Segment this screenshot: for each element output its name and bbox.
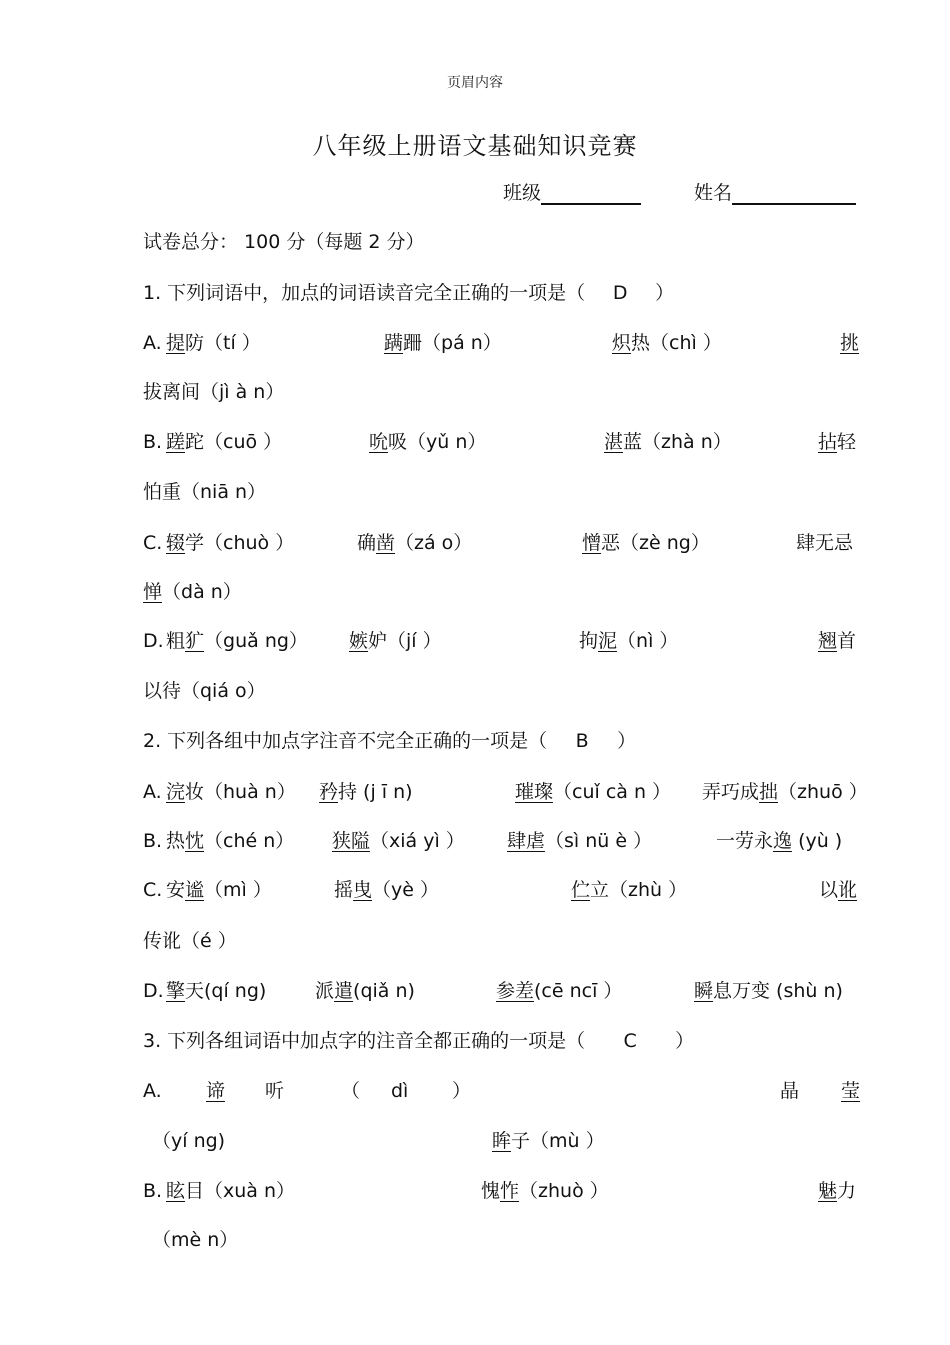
question-3-stem: 3. 下列各组词语中加点字的注音全都正确的一项是（ C ） bbox=[143, 1030, 695, 1052]
q1-c-item-3: 憎恶（zè ng） bbox=[582, 532, 710, 554]
question-2-answer: B bbox=[575, 730, 589, 752]
q1-d-continuation: 以待（qiá o） bbox=[143, 680, 266, 702]
q2-option-a-letter: A. bbox=[143, 781, 162, 803]
q3-a-item-mouzi: 眸子（mù ） bbox=[492, 1130, 605, 1152]
q1-c-item-4: 肆无忌 bbox=[796, 532, 854, 554]
question-2-stem: 2. 下列各组中加点字注音不完全正确的一项是（ B ） bbox=[143, 730, 637, 752]
q3-option-b-letter: B. bbox=[143, 1180, 163, 1202]
q2-b-item-3: 肆虐（sì nü è ） bbox=[507, 830, 653, 852]
q3-a-item-1: 谛 听 bbox=[206, 1080, 285, 1102]
q2-b-item-4: 一劳永逸 (yù ) bbox=[716, 830, 843, 852]
q2-option-b-letter: B. bbox=[143, 830, 163, 852]
q1-a-item-4: 挑 bbox=[840, 332, 860, 354]
class-label: 班级 bbox=[503, 182, 542, 204]
q2-c-item-1: 安谧（mì ） bbox=[166, 879, 272, 901]
q2-c-continuation: 传讹（é ） bbox=[143, 930, 237, 952]
class-field bbox=[503, 181, 641, 205]
q3-a-continuation: （yí ng) bbox=[152, 1130, 226, 1152]
q1-d-item-3: 拘泥（nì ） bbox=[579, 630, 679, 652]
q2-a-item-4: 弄巧成拙（zhuō ） bbox=[702, 781, 868, 803]
q3-a-item-jing: 晶 bbox=[780, 1080, 800, 1102]
q1-b-item-4: 拈轻 bbox=[818, 431, 857, 453]
page-header: 页眉内容 bbox=[447, 75, 503, 91]
q3-b-item-1: 眩目（xuà n） bbox=[166, 1180, 296, 1202]
name-field bbox=[694, 181, 856, 205]
q2-a-item-1: 浣妆（huà n） bbox=[166, 781, 296, 803]
q1-d-item-1: 粗犷（guǎ ng） bbox=[166, 630, 308, 652]
q2-d-item-2: 派遣(qiǎ n) bbox=[315, 980, 415, 1002]
question-3-answer: C bbox=[623, 1030, 637, 1052]
q3-a-item-ying: 莹 bbox=[841, 1080, 861, 1102]
q1-a-item-3: 炽热（chì ） bbox=[612, 332, 722, 354]
q1-b-continuation: 怕重（niā n） bbox=[143, 481, 267, 503]
q1-b-item-3: 湛蓝（zhà n） bbox=[604, 431, 732, 453]
name-blank bbox=[732, 183, 856, 205]
q1-option-b-letter: B. bbox=[143, 431, 163, 453]
q2-option-d-letter: D. bbox=[143, 980, 164, 1002]
q1-a-item-2: 蹒跚（pá n） bbox=[384, 332, 502, 354]
q3-a-paren-close: ） bbox=[452, 1080, 472, 1102]
q1-option-a-letter: A. bbox=[143, 332, 162, 354]
q1-d-item-4: 翘首 bbox=[818, 630, 857, 652]
q1-b-item-2: 吮吸（yǔ n） bbox=[369, 431, 487, 453]
q2-d-item-3: 参差(cē ncī ） bbox=[496, 980, 623, 1002]
q1-c-continuation: 惮（dà n） bbox=[143, 581, 242, 603]
q3-b-item-2: 愧怍（zhuò ） bbox=[481, 1180, 609, 1202]
question-1-stem: 1. 下列词语中，加点的词语读音完全正确的一项是（ D ） bbox=[143, 282, 675, 304]
q1-a-continuation: 拔离间（jì à n） bbox=[143, 381, 285, 403]
q3-b-continuation: （mè n） bbox=[152, 1229, 239, 1251]
q2-a-item-2: 矜持 (j ī n) bbox=[319, 781, 413, 803]
q2-d-item-4: 瞬息万变 (shù n) bbox=[694, 980, 843, 1002]
q2-b-item-2: 狭隘（xiá yì ） bbox=[332, 830, 465, 852]
q2-c-item-4: 以讹 bbox=[819, 879, 858, 901]
name-label: 姓名 bbox=[694, 182, 733, 204]
q2-c-item-3: 伫立（zhù ） bbox=[571, 879, 688, 901]
q1-a-item-1: 提防（tí ） bbox=[166, 332, 261, 354]
q1-c-item-1: 辍学（chuò ） bbox=[166, 532, 295, 554]
q1-option-d-letter: D. bbox=[143, 630, 164, 652]
question-1-answer: D bbox=[612, 282, 628, 304]
q2-a-item-3: 璀璨（cuǐ cà n ） bbox=[515, 781, 672, 803]
class-blank bbox=[541, 183, 641, 205]
document-title: 八年级上册语文基础知识竞赛 bbox=[312, 132, 638, 160]
q1-d-item-2: 嫉妒（jí ） bbox=[349, 630, 442, 652]
q1-option-c-letter: C. bbox=[143, 532, 163, 554]
q3-option-a-letter: A. bbox=[143, 1080, 162, 1102]
score-line: 试卷总分： 100 分（每题 2 分） bbox=[143, 231, 425, 253]
q3-a-paren-open: （ bbox=[341, 1080, 361, 1102]
q2-b-item-1: 热忱（ché n） bbox=[166, 830, 295, 852]
q2-c-item-2: 摇曳（yè ） bbox=[334, 879, 440, 901]
q3-b-item-3: 魅力 bbox=[818, 1180, 857, 1202]
q3-a-pinyin: dì bbox=[391, 1080, 409, 1102]
q1-b-item-1: 蹉跎（cuō ） bbox=[166, 431, 283, 453]
q2-d-item-1: 擎天(qí ng) bbox=[166, 980, 267, 1002]
q2-option-c-letter: C. bbox=[143, 879, 163, 901]
q1-c-item-2: 确凿（zá o） bbox=[357, 532, 473, 554]
